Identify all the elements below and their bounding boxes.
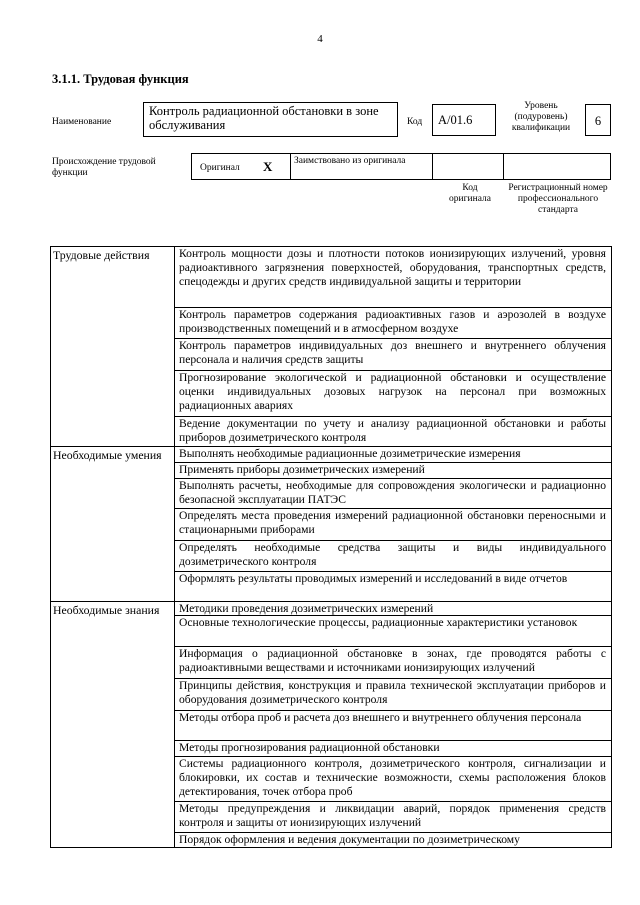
table-row-item: Методы отбора проб и расчета доз внешнего и внутреннего облучения персонала [179, 711, 582, 724]
name-value-box [143, 102, 398, 137]
table-row-item: Применять приборы дозиметрических измерений [179, 463, 425, 476]
origin-divider-2 [432, 153, 433, 180]
table-row-item: Прогнозирование экологической и радиационной обстановки и осуществление оценки индивидуальных дозовых нагрузок на персонал при возможных радиационных авариях [179, 371, 606, 412]
table-row-item: Информация о радиационной обстановке в зонах, где проводятся работы с радиоактивными веществами и источниками ионизирующих излучений [179, 647, 606, 674]
origin-divider-3 [503, 153, 504, 180]
table-row-item: Выполнять расчеты, необходимые для сопровождения экологически и радиационно безопасной эксплуатации ПАТЭС [179, 479, 606, 506]
category-label: Необходимые знания [53, 603, 160, 617]
table-row-item: Контроль параметров содержания радиоактивных газов и аэрозолей в воздухе производственных помещений и в атмосферном воздухе [179, 308, 606, 335]
page-number: 4 [317, 33, 323, 45]
level-value: 6 [594, 114, 602, 128]
code-label: Код [407, 117, 423, 127]
original-label: Оригинал [200, 163, 240, 173]
name-label: Наименование [52, 117, 112, 127]
origin-divider-1 [290, 153, 291, 180]
code-value: А/01.6 [438, 113, 473, 127]
table-row-item: Методы прогнозирования радиационной обстановки [179, 741, 440, 754]
table-row-item: Оформлять результаты проводимых измерений и исследований в виде отчетов [179, 572, 568, 585]
category-label: Трудовые действия [53, 248, 150, 262]
table-row-item: Принципы действия, конструкция и правила технической эксплуатации приборов и оборудования дозиметрического контроля [179, 679, 606, 706]
table-row-item: Выполнять необходимые радиационные дозиметрические измерения [179, 447, 521, 460]
table-row-item: Методы предупреждения и ликвидации аварий, порядок применения средств контроля и защиты от ионизирующих излучений [179, 802, 606, 829]
table-row-item: Ведение документации по учету и анализу радиационной обстановки и работы приборов дозиметрического контроля [179, 417, 606, 444]
origin-label: Происхождение трудовой функции [52, 157, 156, 178]
borrowed-label: Заимствовано из оригинала [294, 156, 406, 166]
table-row-item: Контроль мощности дозы и плотности потоков ионизирующих излучений, уровня радиоактивного загрязнения поверхностей, оборудования, транспортных средств, спецодежды и других средств индивидуальной защиты и территории [179, 247, 606, 288]
code-value-box [432, 104, 496, 136]
table-row-item: Основные технологические процессы, радиационные характеристики установок [179, 616, 578, 629]
table-row-item: Определять необходимые средства защиты и виды индивидуального дозиметрического контроля [179, 541, 606, 568]
section-title: 3.1.1. Трудовая функция [52, 72, 189, 86]
table-border-right [611, 246, 612, 848]
table-row-item: Порядок оформления и ведения документации по дозиметрическому [179, 833, 520, 846]
level-value-box [585, 104, 611, 136]
category-label: Необходимые умения [53, 448, 162, 462]
code-original-caption: Код оригинала [449, 183, 491, 204]
level-label: Уровень (подуровень) квалификации [511, 101, 571, 133]
name-value: Контроль радиационной обстановки в зоне обслуживания [149, 104, 379, 132]
original-mark: Х [263, 159, 273, 174]
table-row-item: Определять места проведения измерений радиационной обстановки переносными и стационарными приборами [179, 509, 606, 536]
table-row-item: Методики проведения дозиметрических измерений [179, 602, 434, 615]
table-border-left [50, 246, 51, 847]
table-border-bottom [50, 847, 611, 848]
table-row-item: Контроль параметров индивидуальных доз внешнего и внутреннего облучения персонала и наличия средств защиты [179, 339, 606, 366]
table-row-item: Системы радиационного контроля, дозиметрического контроля, сигнализации и блокировки, их состав и технические возможности, схемы расположения блоков детектирования, точек отбора проб [179, 757, 606, 798]
reg-number-caption: Регистрационный номер профессионального стандарта [508, 183, 608, 215]
